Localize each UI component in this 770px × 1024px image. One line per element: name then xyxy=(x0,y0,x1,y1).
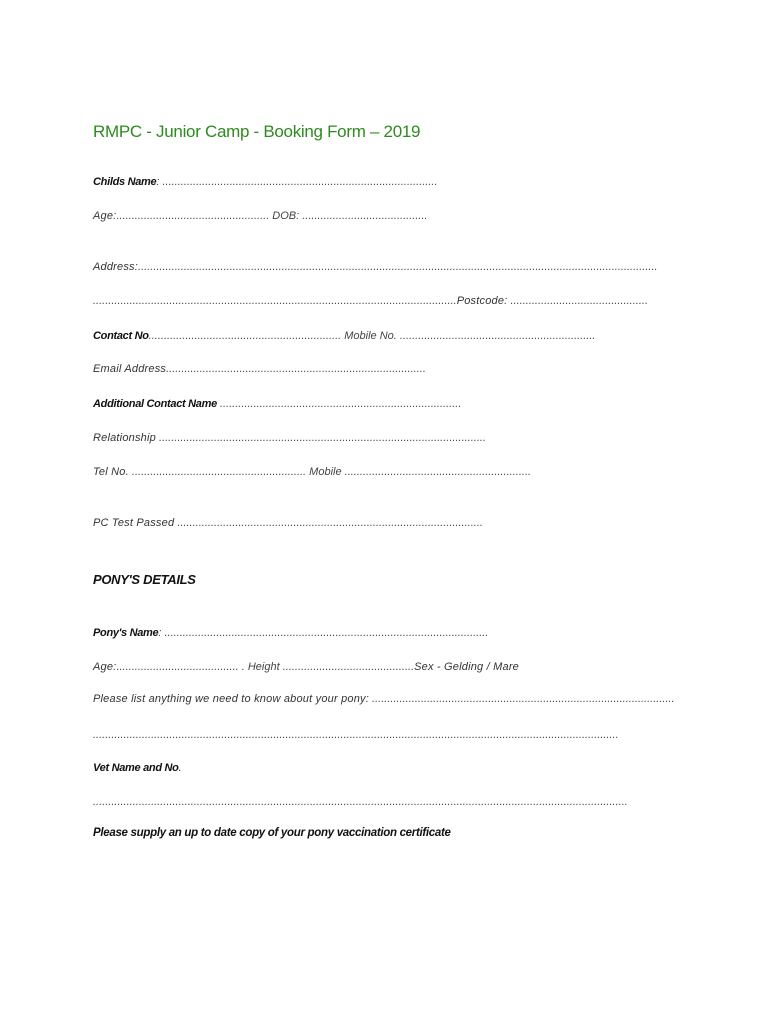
pony-age-label: Age: xyxy=(93,661,117,673)
pony-details-heading: PONY'S DETAILS xyxy=(93,572,196,587)
pony-age-height-field[interactable]: ........................................ . Height ........................................... xyxy=(116,661,415,673)
postcode-label: Postcode: xyxy=(456,295,508,307)
childs-name-field[interactable]: : .......................................................................................... xyxy=(156,176,438,188)
relationship-label: Relationship xyxy=(93,432,156,444)
email-field[interactable]: ..................................................................................... xyxy=(166,363,426,375)
vet-line2-row xyxy=(93,795,628,809)
age-dob-row xyxy=(93,209,428,223)
address-line2-row xyxy=(93,294,648,308)
vet-field[interactable]: ............................................................................................................................................................................... xyxy=(93,796,628,808)
additional-contact-label: Additional Contact Name xyxy=(93,398,217,410)
address-row xyxy=(93,260,658,274)
form-title: RMPC - Junior Camp - Booking Form – 2019 xyxy=(93,122,421,141)
pc-test-label: PC Test Passed xyxy=(93,517,175,529)
postcode-field[interactable]: ............................................. xyxy=(507,295,649,307)
email-row xyxy=(93,362,426,376)
vet-row xyxy=(93,761,182,775)
pony-notes-line2-row xyxy=(93,728,619,742)
pc-test-row xyxy=(93,516,483,530)
contact-row xyxy=(93,329,596,343)
pony-name-field[interactable]: : .......................................................................................................... xyxy=(158,627,489,639)
vaccination-notice: Please supply an up to date copy of your pony vaccination certificate xyxy=(93,827,451,839)
childs-name-row xyxy=(93,175,438,189)
pony-notes-label: Please list anything we need to know about your pony: xyxy=(93,693,369,705)
pony-sex-label: Sex - Gelding / Mare xyxy=(414,661,519,673)
pc-test-field[interactable]: .................................................................................................... xyxy=(174,517,483,529)
pony-notes-line2-field[interactable]: ............................................................................................................................................................................ xyxy=(93,729,619,741)
vet-label: Vet Name and No xyxy=(93,762,179,774)
contact-mobile-field[interactable]: ............................................................... Mobile No. ................................................................ xyxy=(148,330,596,342)
pony-age-height-row xyxy=(93,660,519,674)
address-field[interactable]: .......................................................................................................................................................................... xyxy=(138,261,658,273)
relationship-field[interactable]: ........................................................................................................... xyxy=(155,432,487,444)
age-dob-field[interactable]: .................................................. DOB: ......................................... xyxy=(116,210,428,222)
pony-notes-row xyxy=(93,692,675,706)
address-line2-field[interactable]: ....................................................................................................................... xyxy=(93,295,457,307)
tel-mobile-field[interactable]: ......................................................... Mobile ............................................................. xyxy=(128,466,532,478)
relationship-row xyxy=(93,431,486,445)
childs-name-label: Childs Name xyxy=(93,176,157,188)
tel-row xyxy=(93,465,531,479)
address-label: Address: xyxy=(93,261,139,273)
additional-contact-field[interactable]: ............................................................................... xyxy=(216,398,462,410)
additional-contact-row xyxy=(93,397,461,411)
pony-name-row xyxy=(93,626,488,640)
pony-name-label: Pony's Name xyxy=(93,627,159,639)
contact-no-label: Contact No xyxy=(93,330,149,342)
vet-label-suffix: . xyxy=(178,762,182,774)
email-label: Email Address xyxy=(93,363,167,375)
tel-label: Tel No. xyxy=(93,466,129,478)
age-label: Age: xyxy=(93,210,117,222)
pony-notes-field[interactable]: ................................................................................................... xyxy=(369,693,675,705)
